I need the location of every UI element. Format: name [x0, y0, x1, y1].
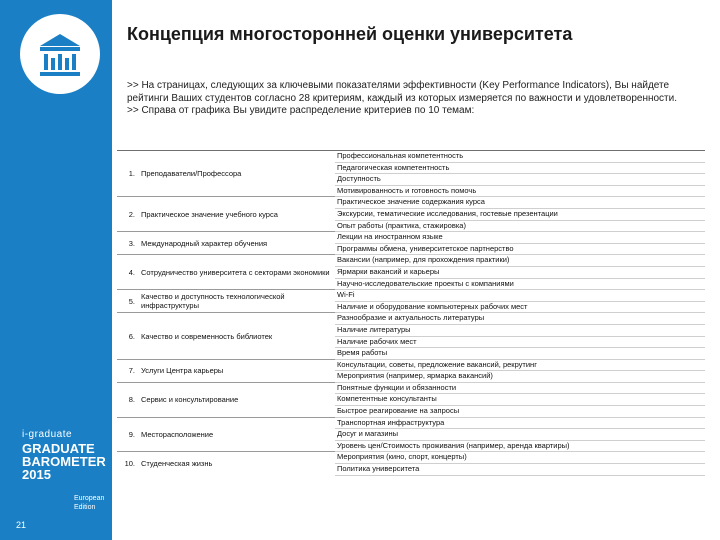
table-row: [117, 151, 705, 163]
criterion-cell: [335, 185, 705, 197]
table-row: [117, 417, 705, 429]
university-logo: [20, 14, 100, 94]
criterion-cell: [335, 464, 705, 476]
criterion: Мотивированность и готовность помочь: [337, 185, 477, 195]
table-row: [117, 313, 705, 325]
criterion-cell: [335, 243, 705, 255]
badge-line-4: 2015: [22, 467, 51, 482]
theme-number: 1.: [117, 151, 139, 197]
criterion-cell: [335, 348, 705, 360]
criterion-cell: [335, 290, 705, 302]
theme-name: Качество и современность библиотек: [139, 313, 335, 359]
theme-number: 5.: [117, 290, 139, 313]
criterion-cell: [335, 452, 705, 464]
criterion: Политика университета: [337, 464, 420, 474]
criterion: Научно-исследовательские проекты с компаниями: [337, 278, 514, 288]
criterion: Ярмарки вакансий и карьеры: [337, 266, 440, 276]
criterion: Практическое значение содержания курса: [337, 197, 485, 207]
table-row: [117, 452, 705, 464]
intro-paragraph-2: >> Справа от графика Вы увидите распределение критериев по 10 темам:: [127, 105, 475, 116]
theme-number: 9.: [117, 417, 139, 452]
criterion-cell: [335, 406, 705, 418]
theme-number: 3.: [117, 232, 139, 255]
criterion: Наличие рабочих мест: [337, 336, 417, 346]
table-row: [117, 255, 705, 267]
criterion: Программы обмена, университетское партнерство: [337, 243, 514, 253]
criteria-table: [117, 150, 705, 476]
criterion-cell: [335, 394, 705, 406]
criterion: Досуг и магазины: [337, 429, 399, 439]
badge-small-1: European: [74, 495, 105, 502]
criterion: Профессиональная компетентность: [337, 151, 464, 160]
theme-number: 2.: [117, 197, 139, 232]
criterion: Мероприятия (кино, спорт, концерты): [337, 452, 467, 462]
criterion-cell: [335, 208, 705, 220]
university-building-icon: [20, 14, 100, 94]
page-title: Концепция многосторонней оценки университета: [127, 24, 573, 44]
criterion: Консультации, советы, предложение вакансий, рекрутинг: [337, 359, 537, 369]
criterion: Wi-Fi: [337, 290, 355, 300]
criterion: Лекции на иностранном языке: [337, 232, 443, 242]
criterion-cell: [335, 232, 705, 244]
criterion-cell: [335, 220, 705, 232]
criterion-cell: [335, 301, 705, 313]
criterion: Педагогическая компетентность: [337, 162, 450, 172]
theme-name: Студенческая жизнь: [139, 452, 335, 475]
theme-name: Сервис и консультирование: [139, 382, 335, 417]
theme-name: Международный характер обучения: [139, 232, 335, 255]
criterion-cell: [335, 359, 705, 371]
criterion: Компетентные консультанты: [337, 394, 437, 404]
criterion: Мероприятия (например, ярмарка вакансий): [337, 371, 493, 381]
badge-line-2: GRADUATE: [22, 441, 95, 456]
theme-name: Сотрудничество университета с секторами экономики: [139, 255, 335, 290]
criterion-cell: [335, 440, 705, 452]
badge-edition: [74, 494, 110, 512]
criterion-cell: [335, 313, 705, 325]
table-row: [117, 382, 705, 394]
criterion-cell: [335, 174, 705, 186]
criterion-cell: [335, 324, 705, 336]
criterion: Разнообразие и актуальность литературы: [337, 313, 485, 323]
criterion-cell: [335, 429, 705, 441]
criterion-cell: [335, 266, 705, 278]
criterion: Время работы: [337, 348, 388, 358]
badge-line-1: i-graduate: [22, 429, 73, 440]
table-row: [117, 232, 705, 244]
theme-number: 6.: [117, 313, 139, 359]
table-row: [117, 197, 705, 209]
criterion: Опыт работы (практика, стажировка): [337, 220, 466, 230]
badge-small-2: Edition: [74, 504, 96, 511]
criterion-cell: [335, 278, 705, 290]
table-row: [117, 290, 705, 302]
criterion-cell: [335, 417, 705, 429]
criterion-cell: [335, 197, 705, 209]
theme-number: 7.: [117, 359, 139, 382]
criterion-cell: [335, 151, 705, 163]
theme-number: 8.: [117, 382, 139, 417]
graduate-barometer-logo: [22, 430, 106, 481]
criterion: Понятные функции и обязанности: [337, 382, 457, 392]
criterion: Доступность: [337, 174, 381, 184]
theme-name: Месторасположение: [139, 417, 335, 452]
theme-name: Практическое значение учебного курса: [139, 197, 335, 232]
criterion-cell: [335, 371, 705, 383]
criterion-cell: [335, 162, 705, 174]
theme-name: Качество и доступность технологической инфраструктуры: [139, 290, 335, 313]
intro-text: [127, 80, 697, 118]
theme-name: Преподаватели/Профессора: [139, 151, 335, 197]
criterion-cell: [335, 255, 705, 267]
criterion: Наличие литературы: [337, 324, 411, 334]
table-row: [117, 359, 705, 371]
criterion: Уровень цен/Стоимость проживания (например, аренда квартиры): [337, 440, 570, 450]
intro-paragraph-1: >> На страницах, следующих за ключевыми показателями эффективности (Key Performance Indicators), Вы найдете рейтинги Ваших студентов согласно 28 критериям, каждый из которых измеряется по важности и удовлетворенности.: [127, 80, 677, 104]
theme-number: 4.: [117, 255, 139, 290]
page-number: 21: [16, 520, 27, 530]
badge-line-3: BAROMETER: [22, 454, 106, 469]
criterion-cell: [335, 336, 705, 348]
criterion: Быстрое реагирование на запросы: [337, 406, 460, 416]
criterion: Наличие и оборудование компьютерных рабочих мест: [337, 301, 528, 311]
criterion-cell: [335, 382, 705, 394]
criterion: Экскурсии, тематические исследования, гостевые презентации: [337, 208, 558, 218]
criterion: Транспортная инфраструктура: [337, 417, 445, 427]
theme-number: 10.: [117, 452, 139, 475]
theme-name: Услуги Центра карьеры: [139, 359, 335, 382]
criterion: Вакансии (например, для прохождения практики): [337, 255, 510, 265]
